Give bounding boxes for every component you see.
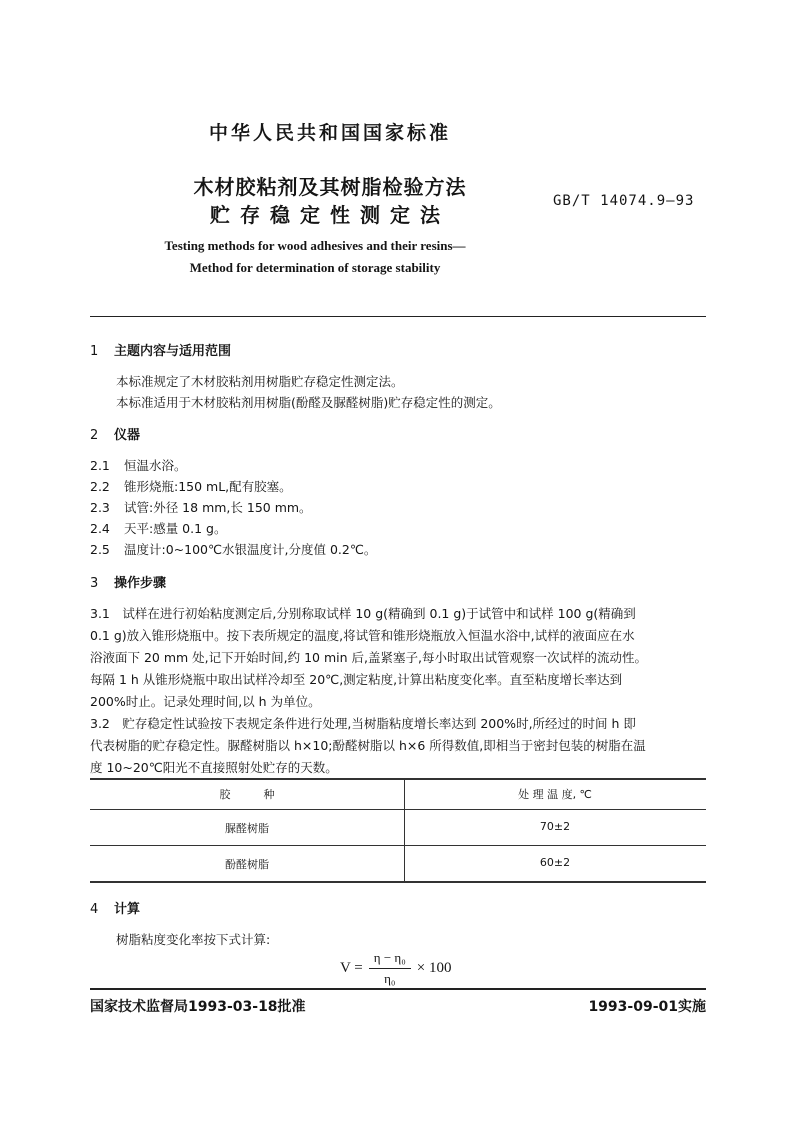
instrument-item [90, 519, 226, 537]
formula-fraction [369, 950, 411, 987]
fraction-bar [369, 968, 411, 969]
table-cell: 60±2 [539, 856, 571, 869]
formula-denominator: η₀ [384, 971, 396, 986]
table-cell: 酚醛树脂 [225, 858, 269, 871]
section-3-number: 3 [90, 576, 99, 591]
paragraph-line: 3.1 试样在进行初始粘度测定后,分别称取试样 10 g(精确到 0.1 g)于试管中和试样 100 g(精确到 [90, 606, 636, 621]
table-cell: 70±2 [539, 820, 571, 833]
viscosity-change-formula [340, 950, 452, 987]
formula-lhs: V = [340, 960, 363, 976]
paragraph-line: 代表树脂的贮存稳定性。脲醛树脂以 h×10;酚醛树脂以 h×6 所得数值,即相当于密封包装的树脂在温 [90, 738, 646, 753]
section-4-heading [90, 898, 140, 917]
instrument-item [90, 540, 376, 558]
item-text: 恒温水浴。 [124, 458, 187, 473]
table-header-divider [90, 809, 706, 810]
section-1-title: 主题内容与适用范围 [114, 344, 232, 359]
item-text: 温度计:0~100℃水银温度计,分度值 0.2℃。 [124, 542, 377, 557]
section-1-heading [90, 340, 231, 359]
instrument-item [90, 456, 187, 474]
paragraph-line: 每隔 1 h 从锥形烧瓶中取出试样冷却至 20℃,测定粘度,计算出粘度变化率。直至粘度增长率达到 [90, 672, 623, 687]
section-4-title: 计算 [114, 902, 141, 917]
table-bottom-border [90, 881, 706, 883]
section-3-title: 操作步骤 [114, 576, 167, 591]
table-row-divider [90, 845, 706, 846]
section-2-heading [90, 424, 140, 443]
section-2-title: 仪器 [114, 428, 141, 443]
document-title-cn-line1: 木材胶粘剂及其树脂检验方法 [193, 175, 467, 199]
effective-date: 1993-09-01实施 [588, 999, 706, 1015]
section-4-number: 4 [90, 902, 99, 917]
section-1-paragraph: 本标准规定了木材胶粘剂用树脂贮存稳定性测定法。 [116, 374, 404, 389]
paragraph-line: 0.1 g)放入锥形烧瓶中。按下表所规定的温度,将试管和锥形烧瓶放入恒温水浴中,试样的液面应在水 [90, 628, 635, 643]
paragraph-line: 浴液面下 20 mm 处,记下开始时间,约 10 min 后,盖紧塞子,每小时取出试管观察一次试样的流动性。 [90, 650, 647, 665]
document-title-cn-line2: 贮存稳定性测定法 [210, 203, 450, 227]
approval-date: 国家技术监督局1993-03-18批准 [90, 999, 306, 1015]
formula-numerator: η − η₀ [373, 950, 406, 965]
section-3-heading [90, 572, 166, 591]
section-2-number: 2 [90, 428, 99, 443]
section-4-paragraph: 树脂粘度变化率按下式计算: [116, 932, 271, 947]
item-number: 2.4 [90, 521, 110, 536]
paragraph-line: 度 10~20℃阳光不直接照射处贮存的天数。 [90, 760, 338, 775]
document-title-en-line2: Method for determination of storage stability [189, 260, 441, 275]
section-1-paragraph: 本标准适用于木材胶粘剂用树脂(酚醛及脲醛树脂)贮存稳定性的测定。 [116, 395, 501, 410]
item-text: 天平:感量 0.1 g。 [124, 521, 227, 536]
paragraph-line: 3.2 贮存稳定性试验按下表规定条件进行处理,当树脂粘度增长率达到 200%时,所经过的时间 h 即 [90, 716, 636, 731]
document-title-en-line1: Testing methods for wood adhesives and their resins— [164, 238, 466, 253]
footer-divider [90, 988, 706, 990]
instrument-item [90, 477, 292, 495]
table-header-cell: 处 理 温 度, ℃ [518, 788, 592, 801]
standard-code: GB/T 14074.9—93 [553, 193, 695, 209]
table-cell: 脲醛树脂 [225, 822, 269, 835]
table-header-cell: 胶 种 [219, 788, 275, 801]
table-top-border [90, 778, 706, 780]
header-divider [90, 316, 706, 317]
item-number: 2.2 [90, 479, 110, 494]
paragraph-line: 200%时止。记录处理时间,以 h 为单位。 [90, 694, 321, 709]
national-standard-title: 中华人民共和国国家标准 [208, 122, 451, 144]
item-number: 2.3 [90, 500, 110, 515]
item-number: 2.5 [90, 542, 110, 557]
item-number: 2.1 [90, 458, 110, 473]
section-1-number: 1 [90, 344, 99, 359]
instrument-item [90, 498, 312, 516]
formula-rhs: × 100 [416, 960, 452, 976]
item-text: 锥形烧瓶:150 mL,配有胶塞。 [124, 479, 292, 494]
item-text: 试管:外径 18 mm,长 150 mm。 [124, 500, 312, 515]
